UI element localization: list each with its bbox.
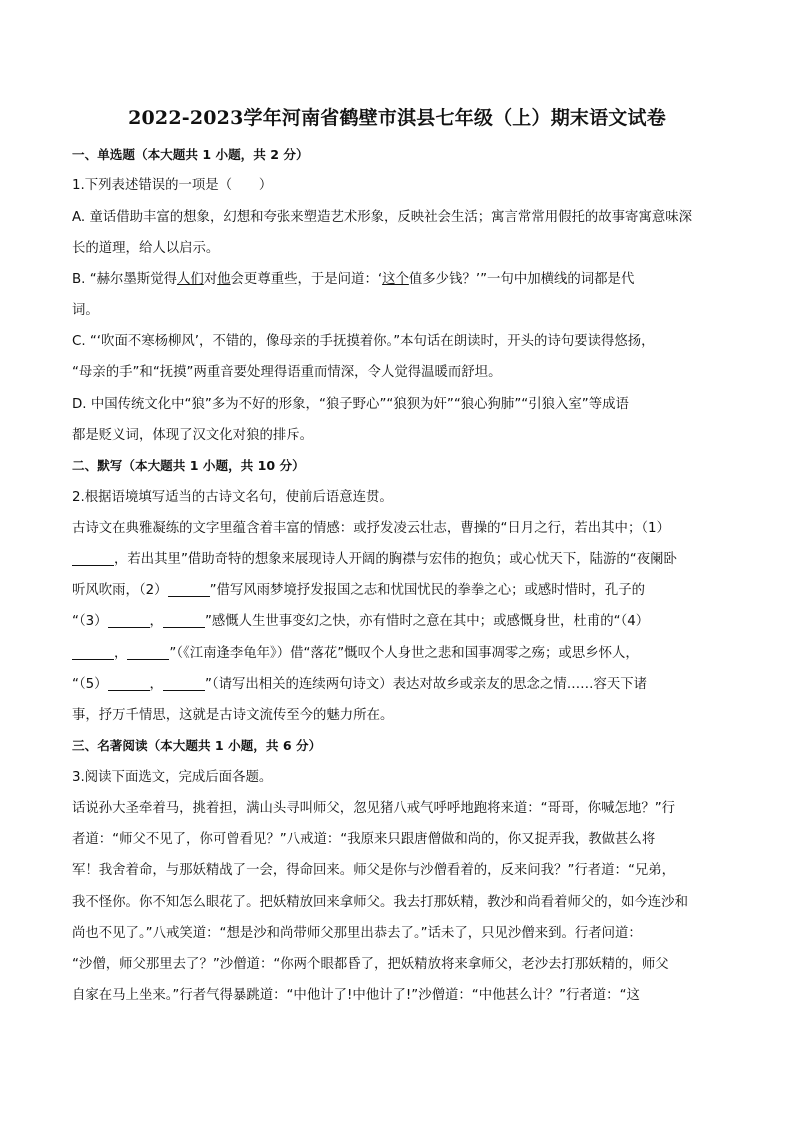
section-heading-3: 三、名著阅读（本大题共 1 小题，共 6 分）	[72, 738, 322, 753]
question-2-line-6	[72, 675, 732, 695]
option-c-line-2: “母亲的手”和“抚摸”两重音要处理得语重而情深，令人觉得温暖而舒坦。	[72, 365, 502, 380]
question-2-line-5	[72, 644, 732, 664]
option-b-text: 对	[203, 272, 218, 287]
question-2-text: ”（《江南逢李龟年》）借“落花”慨叹个人身世之悲和国事凋零之殇；或思乡怀人，	[169, 646, 639, 661]
option-a-line-2: 长的道理，给人以启示。	[72, 241, 220, 256]
question-2-text: ”借写风雨梦境抒发报国之志和忧国忧民的拳拳之心；或感时惜时，孔子的	[209, 583, 645, 598]
question-2-text: “（5）	[72, 677, 108, 692]
passage-line-7: 自家在马上坐来。”行者气得暴跳道：“中他计了!中他计了!”沙僧道：“中他甚么计？”行者道：“这	[72, 988, 640, 1003]
passage-line-4: 我不怪你。你不知怎么眼花了。把妖精放回来拿师父。我去打那妖精，教沙和尚看着师父的，如今连沙和	[72, 895, 688, 910]
question-2-text: ，	[149, 614, 163, 629]
option-b-text: B. “赫尔墨斯觉得	[72, 272, 177, 287]
passage-line-3: 军！我舍着命，与那妖精战了一会，得命回来。师父是你与沙僧看着的，反来问我？”行者道：“兄弟，	[72, 863, 676, 878]
answer-blank[interactable]	[72, 551, 114, 566]
underlined-word-renmen: 人们	[176, 272, 204, 287]
passage-line-6: “沙僧，师父那里去了？”沙僧道：“你两个眼都昏了，把妖精放将来拿师父，老沙去打那妖精的，师父	[72, 957, 669, 972]
option-d-line-1: D. 中国传统文化中“狼”多为不好的形象，“狼子野心”“狼狈为奸”“狼心狗肺”“引狼入室”等成语	[72, 397, 629, 412]
question-2-line-1: 古诗文在典雅凝练的文字里蕴含着丰富的情感：或抒发凌云壮志，曹操的“日月之行，若出其中；（1）	[72, 521, 670, 536]
question-2-text: ，	[149, 677, 163, 692]
question-2-text: ”（请写出相关的连续两句诗文）表达对故乡或亲友的思念之情……容天下诸	[204, 677, 648, 692]
question-2-line-2	[72, 550, 732, 570]
question-2-stem: 2.根据语境填写适当的古诗文名句，使前后语意连贯。	[72, 490, 393, 505]
question-2-text: ，若出其里”借助奇特的想象来展现诗人开阔的胸襟与宏伟的抱负；或心忧天下，陆游的“夜阑卧	[114, 552, 677, 567]
passage-line-1: 话说孙大圣牵着马，挑着担，满山头寻叫师父，忽见猪八戒气呼呼地跑将来道：“哥哥，你喊怎地？”行	[72, 801, 676, 816]
passage-line-2: 者道：“师父不见了，你可曾看见？”八戒道：“我原来只跟唐僧做和尚的，你又捉弄我，教做甚么将	[72, 832, 656, 847]
option-c-line-1: C. “‘吹面不寒杨柳风’，不错的，像母亲的手抚摸着你。”本句话在朗读时，开头的诗句要读得悠扬，	[72, 334, 655, 349]
option-a-line-1: A. 童话借助丰富的想象，幻想和夸张来塑造艺术形象，反映社会生活；寓言常常用假托的故事寄寓意味深	[72, 210, 693, 225]
question-2-line-7: 事，抒万千情思，这就是古诗文流传至今的魅力所在。	[72, 708, 394, 723]
passage-line-5: 尚也不见了。”八戒笑道：“想是沙和尚带师父那里出恭去了。”话未了，只见沙僧来到。行者问道：	[72, 926, 642, 941]
answer-blank[interactable]	[108, 613, 150, 628]
answer-blank[interactable]	[127, 645, 169, 660]
question-2-text: ，	[114, 646, 128, 661]
question-2-text: ”感慨人生世事变幻之快，亦有惜时之意在其中；或感慨身世，杜甫的“（4）	[204, 614, 650, 629]
option-b-line-1	[72, 270, 732, 290]
question-2-text: “（3）	[72, 614, 108, 629]
option-b-text: 值多少钱？’”一句中加横线的词都是代	[408, 272, 635, 287]
page-title: 2022-2023学年河南省鹤壁市淇县七年级（上）期末语文试卷	[128, 107, 666, 129]
answer-blank[interactable]	[163, 613, 205, 628]
section-heading-2: 二、默写（本大题共 1 小题，共 10 分）	[72, 458, 305, 473]
underlined-word-ta: 他	[217, 272, 231, 287]
option-b-text: 会更尊重些，于是问道：‘	[230, 272, 383, 287]
question-2-text: 听风吹雨，（2）	[72, 583, 168, 598]
answer-blank[interactable]	[72, 645, 114, 660]
answer-blank[interactable]	[163, 676, 205, 691]
question-3-stem: 3.阅读下面选文，完成后面各题。	[72, 770, 273, 785]
option-b-line-2: 词。	[72, 303, 99, 318]
underlined-word-zhege: 这个	[382, 272, 409, 287]
option-d-line-2: 都是贬义词，体现了汉文化对狼的排斥。	[72, 428, 314, 443]
answer-blank[interactable]	[168, 582, 210, 597]
question-2-line-3	[72, 581, 732, 601]
question-1-stem: 1.下列表述错误的一项是（ ）	[72, 178, 273, 193]
answer-blank[interactable]	[108, 676, 150, 691]
section-heading-1: 一、单选题（本大题共 1 小题，共 2 分）	[72, 147, 309, 162]
question-2-line-4	[72, 612, 732, 632]
